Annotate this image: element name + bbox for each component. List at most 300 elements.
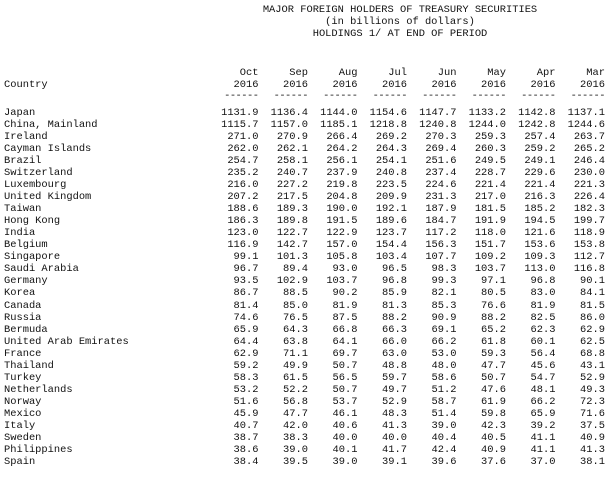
country-name: United Kingdom <box>4 191 92 204</box>
holding-value: 86.0 <box>580 311 605 324</box>
country-name: Thailand <box>4 359 54 372</box>
holding-value: 188.6 <box>227 203 259 216</box>
holding-value: 1218.8 <box>369 118 407 131</box>
holding-value: 187.9 <box>425 203 457 216</box>
holding-value: 118.0 <box>474 227 506 240</box>
holding-value: 51.6 <box>233 395 259 408</box>
holding-value: 39.0 <box>283 444 308 457</box>
holding-value: 217.0 <box>474 191 506 204</box>
holding-value: 102.9 <box>276 275 308 288</box>
holding-value: 65.9 <box>233 323 259 336</box>
header-rule: ------ <box>273 90 308 103</box>
holding-value: 62.5 <box>580 335 605 348</box>
holding-value: 107.7 <box>425 251 457 264</box>
table-row <box>4 287 605 299</box>
header-rule: ------ <box>372 90 407 103</box>
header-country-blank <box>4 68 209 80</box>
table-row <box>4 227 605 239</box>
header-rule: ------ <box>422 90 457 103</box>
holding-value: 122.7 <box>276 227 308 240</box>
table-row <box>4 203 605 215</box>
holding-value: 58.7 <box>431 395 457 408</box>
holding-value: 45.6 <box>530 359 556 372</box>
holding-value: 109.3 <box>524 251 556 264</box>
holding-value: 264.2 <box>326 142 358 155</box>
header-rule: ------ <box>224 90 259 103</box>
holding-value: 47.7 <box>481 359 506 372</box>
holding-value: 42.0 <box>283 420 308 432</box>
table-row <box>4 143 605 155</box>
holding-value: 59.8 <box>481 407 506 420</box>
holding-value: 231.3 <box>425 191 457 204</box>
holding-value: 1142.8 <box>518 106 556 119</box>
country-name: United Arab Emirates <box>4 335 129 348</box>
header-year: 2016 <box>481 78 506 91</box>
holding-value: 184.7 <box>425 215 457 228</box>
country-name: Netherlands <box>4 383 73 396</box>
holding-value: 38.4 <box>233 456 259 469</box>
holding-value: 53.7 <box>332 395 358 408</box>
table-row <box>4 300 605 312</box>
holding-value: 45.9 <box>233 407 259 420</box>
holding-value: 151.7 <box>474 239 506 252</box>
holding-value: 96.8 <box>382 275 407 288</box>
table-row <box>4 107 605 119</box>
holding-value: 223.5 <box>375 179 407 192</box>
holding-value: 39.2 <box>530 420 556 432</box>
holding-value: 109.2 <box>474 251 506 264</box>
holding-value: 153.6 <box>524 239 556 252</box>
holding-value: 121.6 <box>524 227 556 240</box>
country-name: Italy <box>4 420 36 432</box>
holding-value: 40.9 <box>580 432 605 445</box>
holding-value: 93.0 <box>332 263 358 276</box>
header-rule: ------ <box>570 90 605 103</box>
holding-value: 53.0 <box>431 347 457 360</box>
header-month: Jun <box>437 67 457 79</box>
country-name: Belgium <box>4 239 48 252</box>
holding-value: 262.0 <box>227 142 259 155</box>
holding-value: 189.8 <box>276 215 308 228</box>
holding-value: 64.1 <box>332 335 358 348</box>
holding-value: 62.9 <box>233 347 259 360</box>
holding-value: 71.1 <box>283 347 308 360</box>
holding-value: 66.3 <box>382 323 407 336</box>
holding-value: 142.7 <box>276 239 308 252</box>
holding-value: 68.8 <box>580 347 605 360</box>
holding-value: 226.4 <box>573 191 605 204</box>
holding-value: 157.0 <box>326 239 358 252</box>
holding-value: 221.4 <box>524 179 556 192</box>
country-name: China, Mainland <box>4 118 98 131</box>
holding-value: 85.3 <box>431 299 457 312</box>
holding-value: 209.9 <box>375 191 407 204</box>
holding-value: 1244.0 <box>468 118 506 131</box>
holding-value: 181.5 <box>474 203 506 216</box>
holding-value: 53.2 <box>233 383 259 396</box>
holding-value: 254.1 <box>375 154 407 167</box>
holding-value: 113.0 <box>524 263 556 276</box>
holding-value: 191.9 <box>474 215 506 228</box>
holding-value: 38.3 <box>283 432 308 445</box>
header-year: 2016 <box>332 78 358 91</box>
holding-value: 259.3 <box>474 130 506 143</box>
holding-value: 117.2 <box>425 227 457 240</box>
holding-value: 240.7 <box>276 167 308 180</box>
holding-value: 251.6 <box>425 154 457 167</box>
table-row <box>4 215 605 227</box>
holding-value: 59.3 <box>481 347 506 360</box>
holding-value: 192.1 <box>375 203 407 216</box>
holding-value: 50.7 <box>481 371 506 384</box>
holding-value: 235.2 <box>227 167 259 180</box>
holding-value: 40.6 <box>332 420 358 432</box>
holding-value: 216.0 <box>227 179 259 192</box>
country-name: Canada <box>4 299 42 312</box>
holding-value: 96.7 <box>233 263 259 276</box>
holding-value: 246.4 <box>573 154 605 167</box>
holding-value: 156.3 <box>425 239 457 252</box>
holding-value: 46.1 <box>332 407 358 420</box>
holding-value: 224.6 <box>425 179 457 192</box>
country-name: France <box>4 347 42 360</box>
holding-value: 263.7 <box>573 130 605 143</box>
holding-value: 47.7 <box>283 407 308 420</box>
holding-value: 39.0 <box>332 456 358 469</box>
holding-value: 56.4 <box>530 347 556 360</box>
holding-value: 60.1 <box>530 335 556 348</box>
holding-value: 258.1 <box>276 154 308 167</box>
title-line-1: MAJOR FOREIGN HOLDERS OF TREASURY SECURITIES <box>262 4 538 16</box>
holding-value: 80.5 <box>481 287 506 300</box>
holding-value: 99.3 <box>431 275 457 288</box>
holding-value: 59.7 <box>382 371 407 384</box>
holding-value: 38.6 <box>233 444 259 457</box>
header-month: Aug <box>338 67 358 79</box>
country-name: Bermuda <box>4 323 48 336</box>
holding-value: 264.3 <box>375 142 407 155</box>
holding-value: 51.2 <box>431 383 457 396</box>
holding-value: 58.6 <box>431 371 457 384</box>
header-month: Jul <box>388 67 407 79</box>
holding-value: 81.3 <box>382 299 407 312</box>
holding-value: 88.2 <box>481 311 506 324</box>
holding-value: 217.5 <box>276 191 308 204</box>
holding-value: 228.7 <box>474 167 506 180</box>
country-name: Ireland <box>4 130 48 143</box>
holding-value: 40.1 <box>332 444 358 457</box>
holding-value: 123.7 <box>375 227 407 240</box>
holding-value: 270.9 <box>276 130 308 143</box>
holding-value: 39.5 <box>283 456 308 469</box>
header-year: 2016 <box>283 78 308 91</box>
table-row <box>4 167 605 179</box>
table-row <box>4 119 605 131</box>
holding-value: 37.5 <box>580 420 605 432</box>
holding-value: 40.0 <box>382 432 407 445</box>
table-row <box>4 312 605 324</box>
holding-value: 88.5 <box>283 287 308 300</box>
holding-value: 38.7 <box>233 432 259 445</box>
holding-value: 71.6 <box>580 407 605 420</box>
holding-value: 85.0 <box>283 299 308 312</box>
holding-value: 101.3 <box>276 251 308 264</box>
country-name: India <box>4 227 36 240</box>
holding-value: 182.3 <box>573 203 605 216</box>
holding-value: 204.8 <box>326 191 358 204</box>
holding-value: 41.7 <box>382 444 407 457</box>
holding-value: 69.7 <box>332 347 358 360</box>
holding-value: 51.4 <box>431 407 457 420</box>
holding-value: 40.7 <box>233 420 259 432</box>
holding-value: 269.4 <box>425 142 457 155</box>
table-row <box>4 444 605 456</box>
holding-value: 154.4 <box>375 239 407 252</box>
holding-value: 61.5 <box>283 371 308 384</box>
holding-value: 1136.4 <box>270 106 308 119</box>
header-month-row <box>4 68 605 80</box>
table-row <box>4 324 605 336</box>
holdings-table <box>4 68 605 468</box>
holding-value: 221.3 <box>573 179 605 192</box>
country-name: Singapore <box>4 251 61 264</box>
holding-value: 1244.6 <box>567 118 605 131</box>
holding-value: 74.6 <box>233 311 259 324</box>
holding-value: 249.5 <box>474 154 506 167</box>
holding-value: 221.4 <box>474 179 506 192</box>
holding-value: 48.8 <box>382 359 407 372</box>
report-title <box>250 4 550 41</box>
holding-value: 190.0 <box>326 203 358 216</box>
holding-value: 50.7 <box>332 383 358 396</box>
holding-value: 265.2 <box>573 142 605 155</box>
table-row <box>4 348 605 360</box>
country-name: Cayman Islands <box>4 142 92 155</box>
holding-value: 66.8 <box>332 323 358 336</box>
holding-value: 118.9 <box>573 227 605 240</box>
holding-value: 259.2 <box>524 142 556 155</box>
country-name: Germany <box>4 275 48 288</box>
header-month: Sep <box>289 67 308 79</box>
holding-value: 84.1 <box>580 287 605 300</box>
country-name: Korea <box>4 287 36 300</box>
header-year: 2016 <box>233 78 259 91</box>
holding-value: 207.2 <box>227 191 259 204</box>
country-name: Hong Kong <box>4 215 61 228</box>
holding-value: 38.1 <box>580 456 605 469</box>
country-name: Luxembourg <box>4 179 67 192</box>
holding-value: 56.8 <box>283 395 308 408</box>
holding-value: 98.3 <box>431 263 457 276</box>
holding-value: 48.1 <box>530 383 556 396</box>
holding-value: 1147.7 <box>419 106 457 119</box>
holding-value: 69.1 <box>431 323 457 336</box>
holding-value: 40.4 <box>431 432 457 445</box>
holding-value: 56.5 <box>332 371 358 384</box>
holding-value: 227.2 <box>276 179 308 192</box>
holding-value: 87.5 <box>332 311 358 324</box>
holding-value: 82.5 <box>530 311 556 324</box>
holding-value: 186.3 <box>227 215 259 228</box>
holding-value: 52.2 <box>283 383 308 396</box>
header-year: 2016 <box>580 78 605 91</box>
holding-value: 237.4 <box>425 167 457 180</box>
country-name: Philippines <box>4 444 73 457</box>
header-country-label: Country <box>4 78 48 91</box>
holding-value: 40.0 <box>332 432 358 445</box>
header-month: May <box>487 67 506 79</box>
holding-value: 1115.7 <box>221 118 259 131</box>
header-month: Oct <box>239 67 259 79</box>
holding-value: 191.5 <box>326 215 358 228</box>
holding-value: 41.1 <box>530 444 556 457</box>
holding-value: 96.5 <box>382 263 407 276</box>
holding-value: 88.2 <box>382 311 407 324</box>
holding-value: 89.4 <box>283 263 308 276</box>
holding-value: 153.8 <box>573 239 605 252</box>
holding-value: 39.1 <box>382 456 407 469</box>
header-rule: ------ <box>323 90 358 103</box>
holding-value: 254.7 <box>227 154 259 167</box>
holding-value: 40.5 <box>481 432 506 445</box>
holding-value: 81.5 <box>580 299 605 312</box>
holding-value: 270.3 <box>425 130 457 143</box>
header-year: 2016 <box>431 78 457 91</box>
holding-value: 103.7 <box>474 263 506 276</box>
holding-value: 47.6 <box>481 383 506 396</box>
holding-value: 257.4 <box>524 130 556 143</box>
country-name: Spain <box>4 456 36 469</box>
holding-value: 1131.9 <box>221 106 259 119</box>
title-line-2: (in billions of dollars) <box>325 16 475 29</box>
holding-value: 81.9 <box>332 299 358 312</box>
header-rule-blank <box>4 91 209 103</box>
holding-value: 1144.0 <box>320 106 358 119</box>
holding-value: 37.0 <box>530 456 556 469</box>
holding-value: 256.1 <box>326 154 358 167</box>
holding-value: 72.3 <box>580 395 605 408</box>
holding-value: 103.7 <box>326 275 358 288</box>
table-row <box>4 396 605 408</box>
holding-value: 237.9 <box>326 167 358 180</box>
country-name: Sweden <box>4 432 42 445</box>
holding-value: 96.8 <box>530 275 556 288</box>
holding-value: 219.8 <box>326 179 358 192</box>
header-rule: ------ <box>521 90 556 103</box>
table-row <box>4 263 605 275</box>
holding-value: 230.0 <box>573 167 605 180</box>
holding-value: 266.4 <box>326 130 358 143</box>
holding-value: 64.3 <box>283 323 308 336</box>
holding-value: 39.0 <box>431 420 457 432</box>
table-row <box>4 191 605 203</box>
holding-value: 65.2 <box>481 323 506 336</box>
holding-value: 262.1 <box>276 142 308 155</box>
country-name: Mexico <box>4 407 42 420</box>
header-rule: ------ <box>471 90 506 103</box>
header-year: 2016 <box>382 78 407 91</box>
holding-value: 1240.8 <box>419 118 457 131</box>
holding-value: 41.3 <box>580 444 605 457</box>
holding-value: 1157.0 <box>270 118 308 131</box>
holding-value: 189.3 <box>276 203 308 216</box>
table-row <box>4 420 605 432</box>
table-row <box>4 336 605 348</box>
holding-value: 58.3 <box>233 371 259 384</box>
table-row <box>4 384 605 396</box>
holding-value: 1242.8 <box>518 118 556 131</box>
holding-value: 99.1 <box>233 251 259 264</box>
table-row <box>4 179 605 191</box>
holding-value: 90.2 <box>332 287 358 300</box>
country-name: Switzerland <box>4 167 73 180</box>
holding-value: 116.8 <box>573 263 605 276</box>
holding-value: 66.0 <box>382 335 407 348</box>
table-row <box>4 456 605 468</box>
country-name: Turkey <box>4 371 42 384</box>
holding-value: 90.9 <box>431 311 457 324</box>
table-row <box>4 275 605 287</box>
holding-value: 41.1 <box>530 432 556 445</box>
holding-value: 216.3 <box>524 191 556 204</box>
title-line-3: HOLDINGS 1/ AT END OF PERIOD <box>312 28 488 41</box>
holding-value: 103.4 <box>375 251 407 264</box>
holding-value: 63.8 <box>283 335 308 348</box>
holding-value: 249.1 <box>524 154 556 167</box>
table-row <box>4 239 605 251</box>
country-name: Taiwan <box>4 203 42 216</box>
holding-value: 269.2 <box>375 130 407 143</box>
holding-value: 61.9 <box>481 395 506 408</box>
holding-value: 66.2 <box>431 335 457 348</box>
holding-value: 43.1 <box>580 359 605 372</box>
holding-value: 49.3 <box>580 383 605 396</box>
table-row <box>4 432 605 444</box>
holding-value: 229.6 <box>524 167 556 180</box>
header-rule-row <box>4 91 605 103</box>
table-row <box>4 155 605 167</box>
holding-value: 81.4 <box>233 299 259 312</box>
table-body <box>4 107 605 468</box>
holding-value: 52.9 <box>382 395 407 408</box>
holding-value: 81.9 <box>530 299 556 312</box>
holding-value: 39.6 <box>431 456 457 469</box>
holding-value: 116.9 <box>227 239 259 252</box>
holding-value: 86.7 <box>233 287 259 300</box>
header-month: Apr <box>536 67 556 79</box>
holding-value: 97.1 <box>481 275 506 288</box>
holding-value: 271.0 <box>227 130 259 143</box>
holding-value: 42.4 <box>431 444 457 457</box>
holding-value: 112.7 <box>573 251 605 264</box>
holding-value: 1133.2 <box>468 106 506 119</box>
holding-value: 62.9 <box>580 323 605 336</box>
holding-value: 123.0 <box>227 227 259 240</box>
holding-value: 49.7 <box>382 383 407 396</box>
holding-value: 260.3 <box>474 142 506 155</box>
holding-value: 48.3 <box>382 407 407 420</box>
header-month: Mar <box>586 67 605 79</box>
country-name: Russia <box>4 311 42 324</box>
holding-value: 64.4 <box>233 335 259 348</box>
holding-value: 185.2 <box>524 203 556 216</box>
holding-value: 122.9 <box>326 227 358 240</box>
country-name: Brazil <box>4 154 42 167</box>
holding-value: 76.5 <box>283 311 308 324</box>
holding-value: 62.3 <box>530 323 556 336</box>
holding-value: 41.3 <box>382 420 407 432</box>
holding-value: 61.8 <box>481 335 506 348</box>
